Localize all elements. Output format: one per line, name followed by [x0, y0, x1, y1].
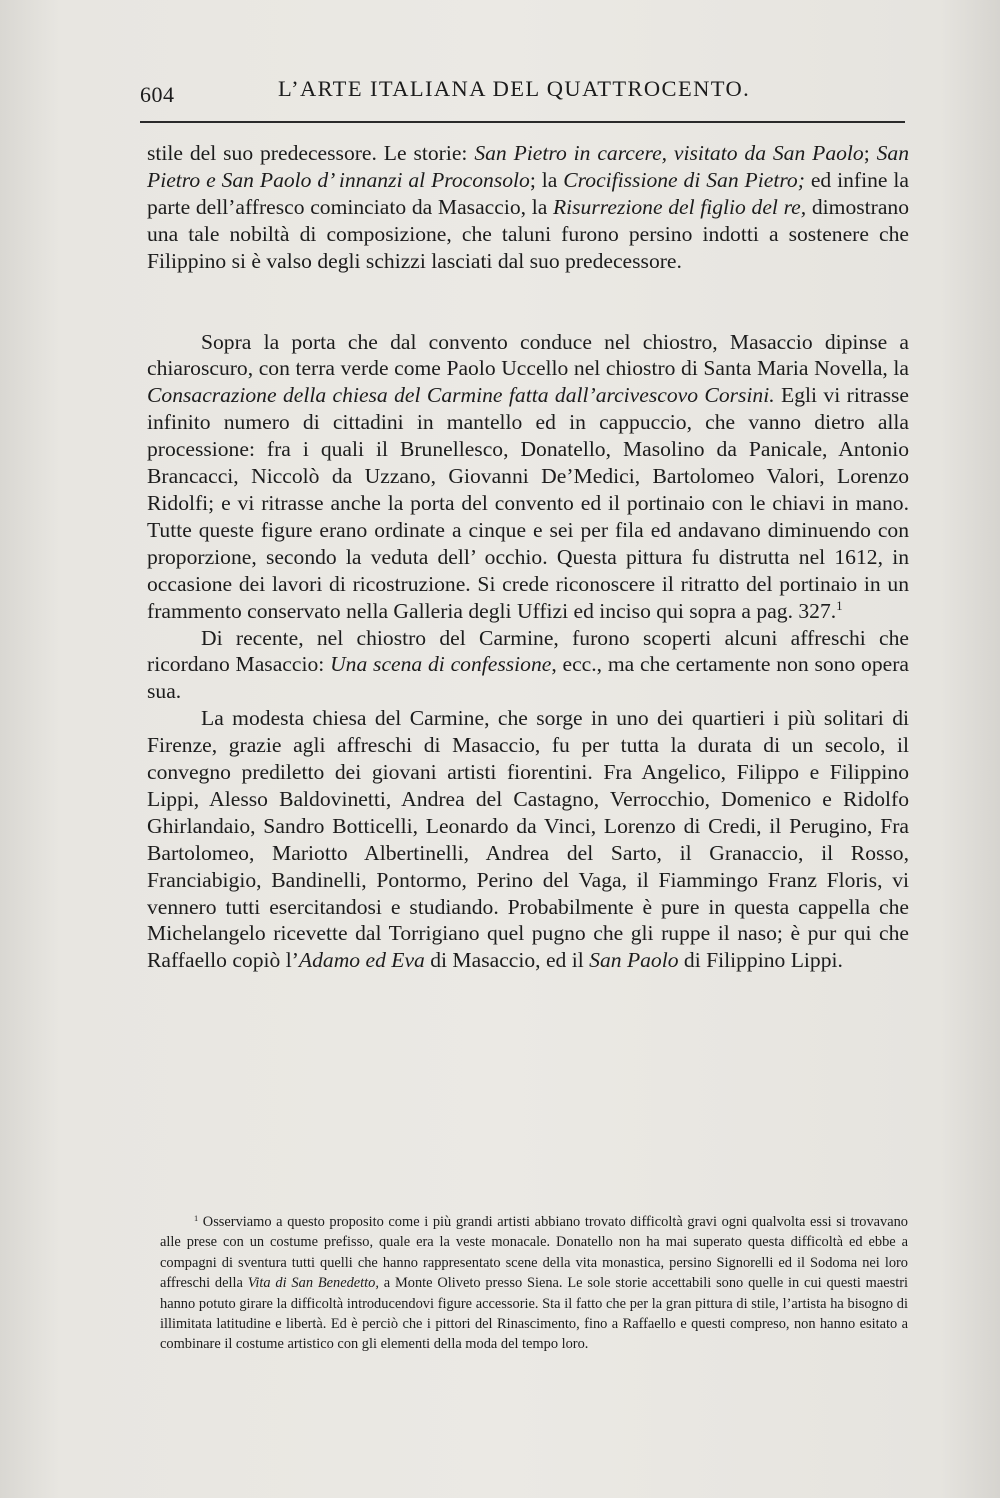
paragraph-2: Sopra la porta che dal convento conduce nel chiostro, Masaccio dipinse a chiaroscuro, con terra verde come Paolo Uccello nel chiostro di Santa Maria Novella, la Consacrazione della chiesa del Carmine fatta dall’arcivescovo Corsini. Egli vi ritrasse infinito numero di cittadini in mantello ed in cappuccio, che vanno dietro alla processione: fra i quali il Brunellesco, Donatello, Masolino da Panicale, Antonio Brancacci, Niccolò da Uzzano, Giovanni De’Medici, Bartolomeo Valori, Lorenzo Ridolfi; e vi ritrasse anche la porta del convento ed il portinaio con le chiavi in mano. Tutte queste figure erano ordinate a cinque e sei per fila ed andavano diminuendo con proporzione, secondo la veduta dell’ occhio. Questa pittura fu distrutta nel 1612, in occasione dei lavori di ricostruzione. Si crede riconoscere il ritratto del portinaio in un frammento conservato nella Galleria degli Uffizi ed inciso qui sopra a pag. 327.$^1$	[147, 329, 909, 623]
footnote-marker: 1	[836, 598, 843, 613]
italic-title-scena-di-confessione: Una scena di confessione	[330, 652, 552, 677]
paragraph-4: La modesta chiesa del Carmine, che sorge in uno dei quartieri i più solitari di Firenze, grazie agli affreschi di Masaccio, fu per tutta la durata di un secolo, il convegno prediletto dei giovani artisti fiorentini. Fra Angelico, Filippo e Filippino Lippi, Alesso Baldovinetti, Andrea del Castagno, Verrocchio, Domenico e Ridolfo Ghirlandaio, Sandro Botticelli, Leonardo da Vinci, Lorenzo di Credi, il Perugino, Fra Bartolomeo, Mariotto Albertinelli, Andrea del Sarto, il Granaccio, il Rosso, Franciabigio, Bandinelli, Pontormo, Perino del Vaga, il Fiammingo Franz Floris, vi vennero tutti esercitandosi e studiando. Probabilmente è pure in questa cappella che Michelangelo ricevette dal Torrigiano quel pugno che gli ruppe il naso; è pur qui che Raffaello copiò l’Adamo ed Eva di Masaccio, ed il San Paolo di Filippino Lippi.	[147, 706, 909, 973]
italic-title-crocifissione: Crocifissione di San Pietro;	[563, 167, 805, 192]
footnotes	[160, 1212, 908, 1355]
footnote-number: 1	[194, 1213, 199, 1223]
italic-title-risurrezione: Risurrezione del figlio del re,	[552, 194, 807, 219]
italic-title-proconsolo: San Pietro e San Paolo d’ innanzi al Proconsolo	[147, 141, 910, 192]
paragraph-1: stile del suo predecessore. Le storie: San Pietro in carcere, visitato da San Paolo; San Pietro e San Paolo d’ innanzi al Proconsolo; la Crocifissione di San Pietro; ed infine la parte dell’affresco cominciato da Masaccio, la Risurrezione del figlio del re, dimostrano una tale nobiltà di composizione, che taluni furono persino indotti a sostenere che Filippino si è valso degli schizzi lasciati dal suo predecessore.	[147, 141, 910, 273]
main-text	[147, 140, 909, 974]
italic-title-san-pietro-in-carcere: San Pietro in carcere, visitato da San Paolo	[474, 141, 864, 165]
footnote-1: $^1$ Osserviamo a questo proposito come i più grandi artisti abbiano trovato difficoltà gravi ogni qualvolta essi si trovavano alle prese con un costume prefisso, quale era la veste monacale. Donatello non ha mai superato questa difficoltà ed ebbe a compagni di sventura tutti quelli che hanno rappresentato scene della vita monastica, persino Signorelli ed il Sodoma nei loro affreschi della Vita di San Benedetto, a Monte Oliveto presso Siena. Le sole storie accettabili sono quelle in cui questi maestri hanno potuto girare la difficoltà introducendovi figure accessorie. Sta il fatto che per la gran pittura di stile, l’artista ha bisogno di illimitata latitudine e libertà. Ed è perciò che i pittori del Rinascimento, fino a Raffaello e questi compreso, non hanno esitato a combinare il costume artistico con gli elementi della moda del tempo loro.	[160, 1213, 909, 1353]
italic-title-vita-di-san-benedetto: Vita di San Benedetto,	[247, 1275, 379, 1292]
italic-title-adamo-ed-eva: Adamo ed Eva	[298, 948, 425, 973]
paragraph-3: Di recente, nel chiostro del Carmine, furono scoperti alcuni affreschi che ricordano Masaccio: Una scena di confessione, ecc., ma che certamente non sono opera sua.	[147, 625, 909, 704]
page-number: 604	[140, 82, 175, 107]
italic-title-consacrazione: Consacrazione della chiesa del Carmine fatta dall’arcivescovo Corsini.	[147, 383, 775, 408]
running-title: L’ARTE ITALIANA DEL QUATTROCENTO.	[278, 76, 751, 101]
header-rule	[140, 121, 905, 123]
running-head	[140, 70, 905, 110]
italic-title-san-paolo: San Paolo	[589, 948, 679, 973]
